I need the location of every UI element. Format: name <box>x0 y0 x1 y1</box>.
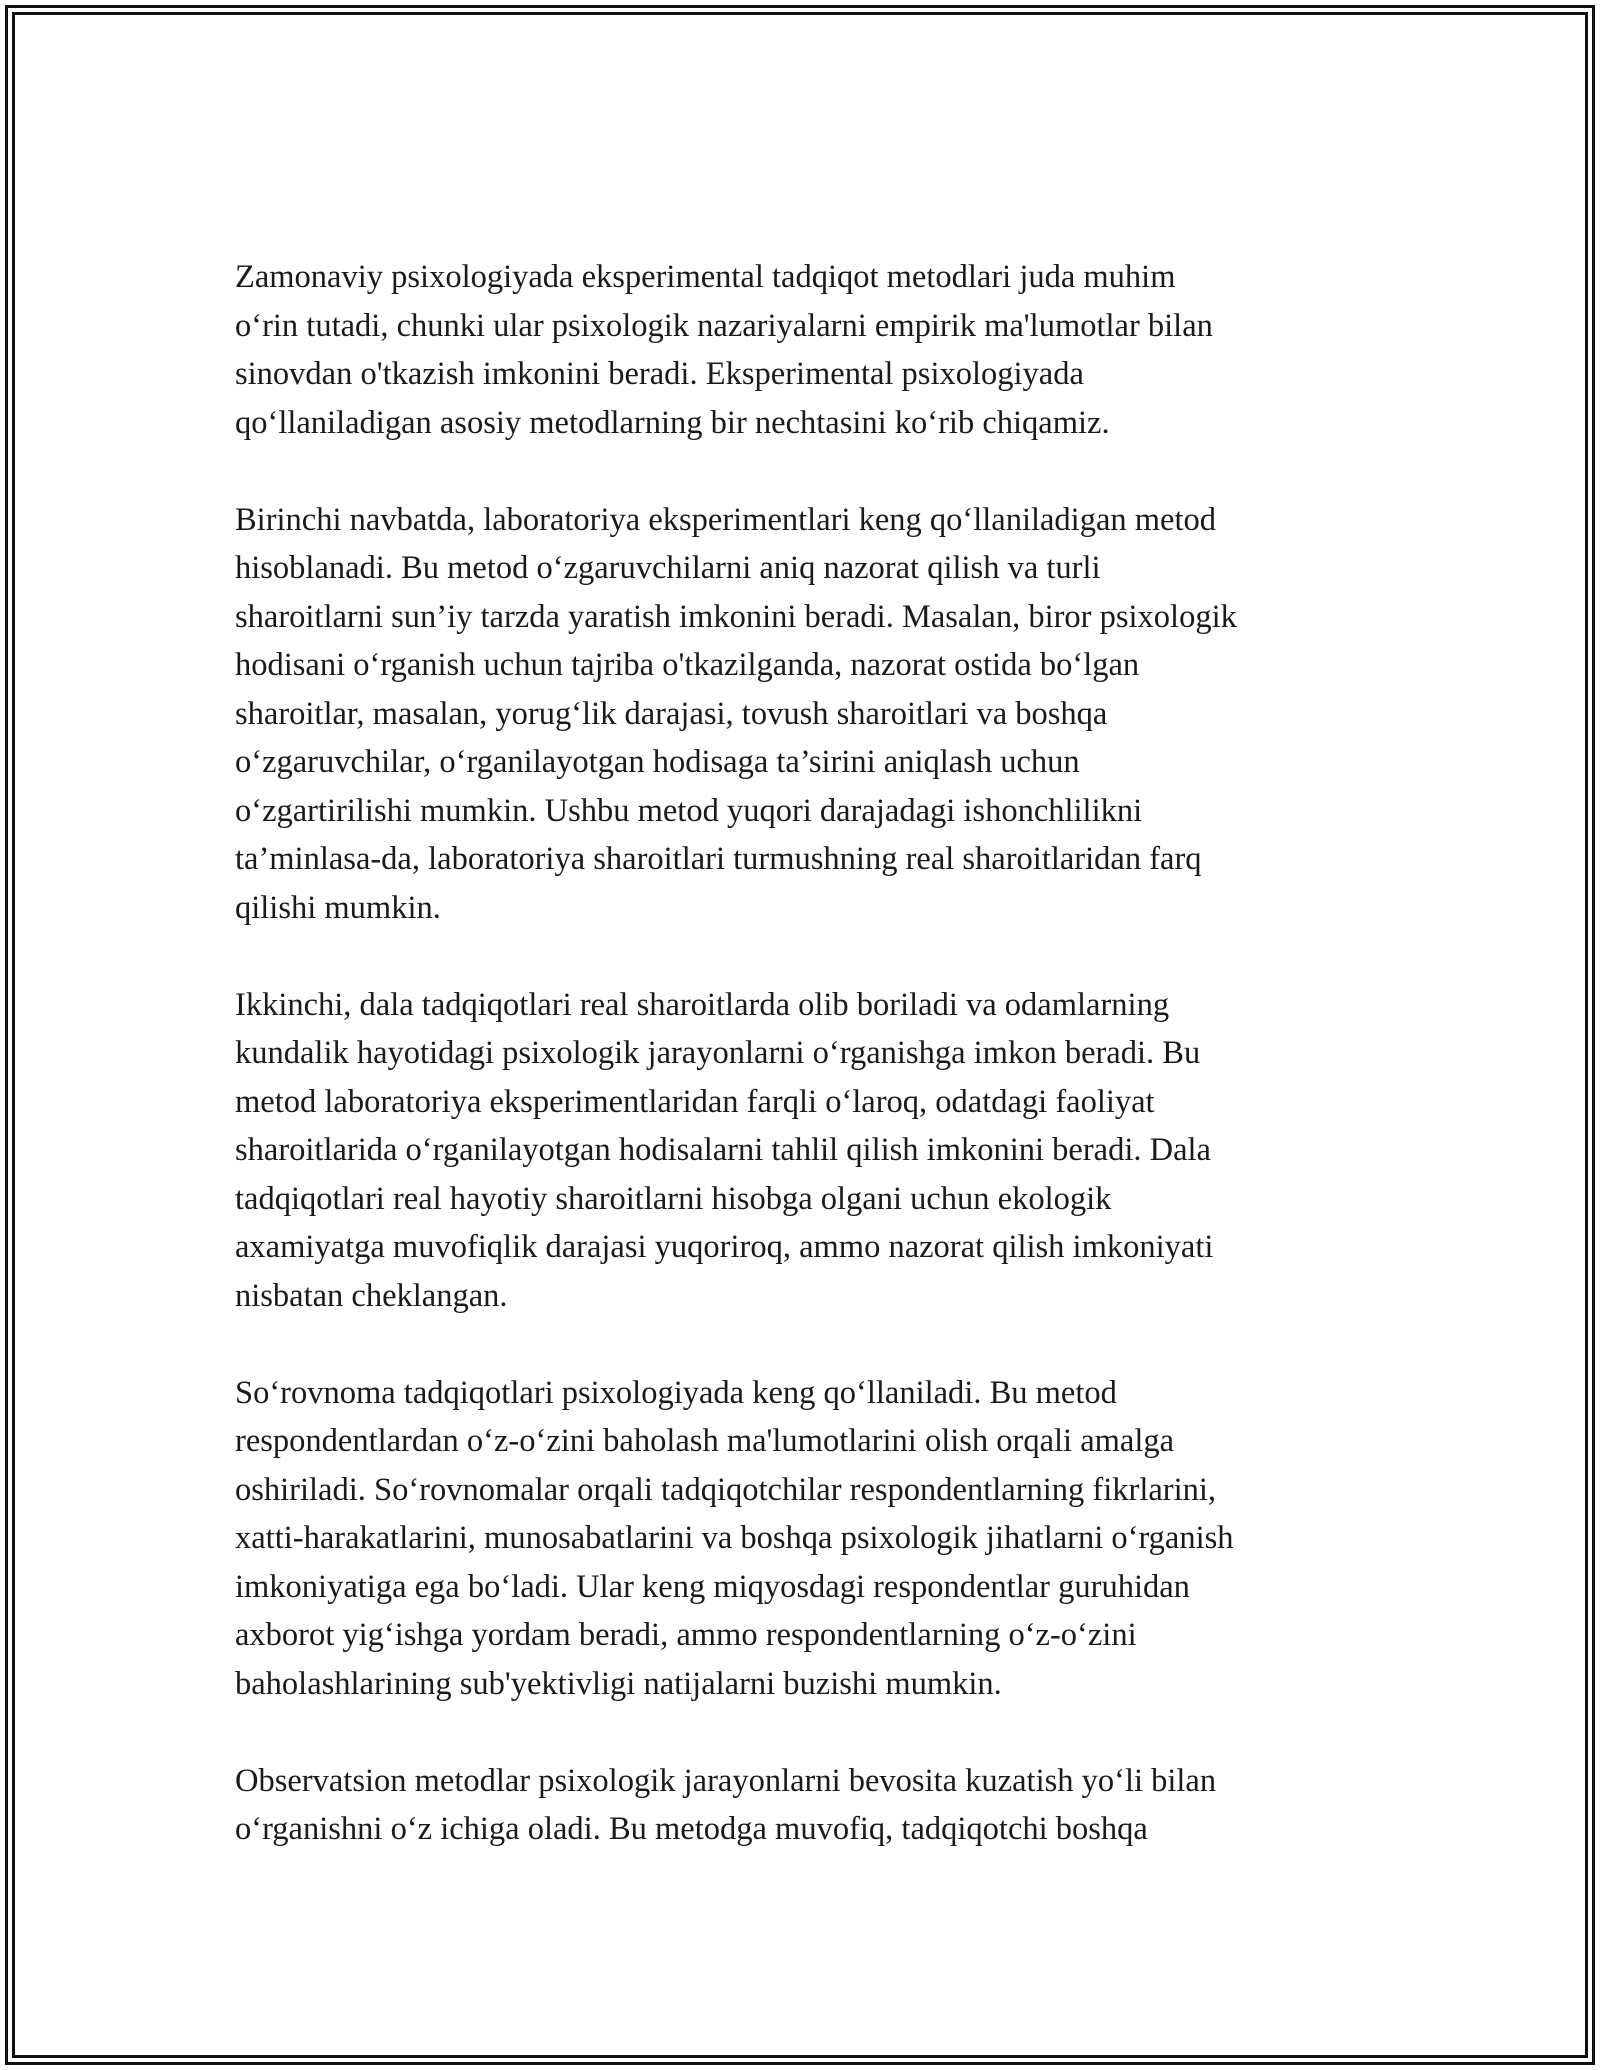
document-body <box>235 253 1385 1902</box>
text-line: o‘zgartirilishi mumkin. Ushbu metod yuqori darajadagi ishonchlilikni <box>235 792 1143 829</box>
text-line: o‘rganishni o‘z ichiga oladi. Bu metodga muvofiq, tadqiqotchi boshqa <box>235 1811 1148 1847</box>
text-line: sharoitlarida o‘rganilayotgan hodisalarni tahlil qilish imkonini beradi. Dala <box>235 1132 1211 1168</box>
text-line: Zamonaviy psixologiyada eksperimental tadqiqot metodlari juda muhim <box>235 259 1176 295</box>
text-line: axamiyatga muvofiqlik darajasi yuqoriroq, ammo nazorat qilish imkoniyati <box>235 1229 1214 1265</box>
paragraph-3 <box>235 981 1385 1321</box>
text-line: qilishi mumkin. <box>235 889 441 926</box>
text-line: o‘rin tutadi, chunki ular psixologik nazariyalarni empirik ma'lumotlar bilan <box>235 307 1213 344</box>
text-line: sharoitlarni sun’iy tarzda yaratish imkonini beradi. Masalan, biror psixologik <box>235 598 1237 635</box>
paragraph-1 <box>235 253 1385 447</box>
paragraph-5 <box>235 1757 1385 1854</box>
text-line: Observatsion metodlar psixologik jarayonlarni bevosita kuzatish yo‘li bilan <box>235 1762 1217 1799</box>
paragraph-2 <box>235 496 1385 933</box>
text-line: ta’minlasa-da, laboratoriya sharoitlari turmushning real sharoitlaridan farq <box>235 841 1202 877</box>
text-line: imkoniyatiga ega bo‘ladi. Ular keng miqyosdagi respondentlar guruhidan <box>235 1568 1190 1605</box>
text-line: baholashlarining sub'yektivligi natijalarni buzishi mumkin. <box>235 1665 1002 1702</box>
text-line: So‘rovnoma tadqiqotlari psixologiyada keng qo‘llaniladi. Bu metod <box>235 1374 1117 1411</box>
text-line: o‘zgaruvchilar, o‘rganilayotgan hodisaga ta’sirini aniqlash uchun <box>235 744 1080 780</box>
text-line: hisoblanadi. Bu metod o‘zgaruvchilarni aniq nazorat qilish va turli <box>235 550 1101 586</box>
text-line: nisbatan cheklangan. <box>235 1277 508 1314</box>
text-line: kundalik hayotidagi psixologik jarayonlarni o‘rganishga imkon beradi. Bu <box>235 1035 1201 1071</box>
text-line: Birinchi navbatda, laboratoriya eksperimentlari keng qo‘llaniladigan metod <box>235 501 1216 538</box>
text-line: qo‘llaniladigan asosiy metodlarning bir nechtasini ko‘rib chiqamiz. <box>235 404 1110 441</box>
text-line: xatti-harakatlarini, munosabatlarini va boshqa psixologik jihatlarni o‘rganish <box>235 1520 1234 1556</box>
text-line: Ikkinchi, dala tadqiqotlari real sharoitlarda olib boriladi va odamlarning <box>235 986 1170 1023</box>
text-line: sinovdan o'tkazish imkonini beradi. Eksperimental psixologiyada <box>235 356 1084 392</box>
text-line: tadqiqotlari real hayotiy sharoitlarni hisobga olgani uchun ekologik <box>235 1180 1112 1217</box>
text-line: respondentlardan o‘z-o‘zini baholash ma'lumotlarini olish orqali amalga <box>235 1423 1175 1459</box>
text-line: oshiriladi. So‘rovnomalar orqali tadqiqotchilar respondentlarning fikrlarini, <box>235 1471 1217 1508</box>
paragraph-4 <box>235 1369 1385 1709</box>
text-line: metod laboratoriya eksperimentlaridan farqli o‘laroq, odatdagi faoliyat <box>235 1083 1155 1120</box>
text-line: sharoitlar, masalan, yorug‘lik darajasi, tovush sharoitlari va boshqa <box>235 695 1108 732</box>
text-line: axborot yig‘ishga yordam beradi, ammo respondentlarning o‘z-o‘zini <box>235 1617 1137 1653</box>
text-line: hodisani o‘rganish uchun tajriba o'tkazilganda, nazorat ostida bo‘lgan <box>235 647 1140 683</box>
